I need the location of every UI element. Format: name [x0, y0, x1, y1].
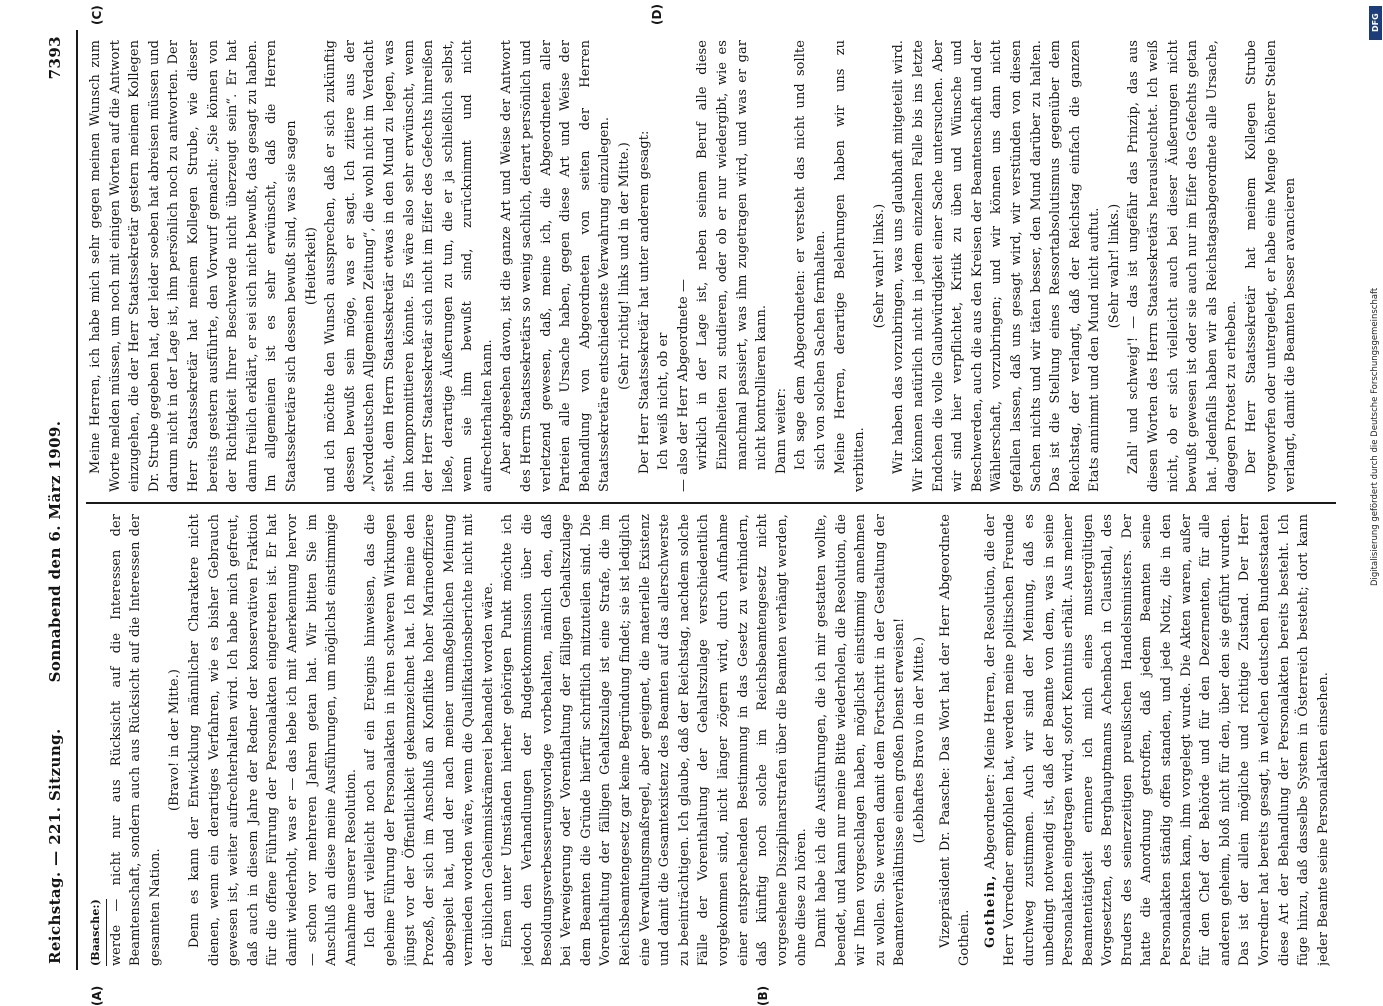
quote: wirklich in der Lage ist, neben seinem Beruf alle diese Einzelheiten zu studieren, oder ob er nur wiedergibt, wie es manchmal passiert, was ihm zugetragen wird, und was er gar nicht kontrollieren kann.	[695, 40, 770, 470]
paragraph: Einen unter Umständen hierher gehörigen Punkt möchte ich jedoch den Verhandlungen der Budgetkommission über die Besoldungsverbesserungsvorlage vorbehalten, nämlich den, daß bei Verweigerung oder Vorenthaltung der fälligen Gehaltszulage dem Beamten die Gründe hierfür schriftlich mitzuteilen sind. Die Vorenthaltung der fälligen Gehaltszulage ist eine Strafe, die im Reichsbeamtengesetz gar keine Begründung findet; sie ist lediglich eine Verwaltungsmaßregel, aber geeignet, die materielle Existenz und damit die Gesamtexistenz des Beamten auf das allerschwerste zu beeinträchtigen. Ich glaube, daß der Reichstag, nachdem solche Fälle der Vorenthaltung der Gehaltszulage verschiedentlich vorgekommen sind, nicht länger zögern wird, durch Aufnahme einer entsprechenden Bestimmung in das Gesetz zu verhindern, daß künftig noch solche im Reichsbeamtengesetz nicht vorgesehene Disziplinarstrafen über die Beamten verhängt werden, ohne diese zu hören.	[500, 514, 810, 966]
page-number: 7393	[46, 36, 64, 80]
paragraph: Denn es kann der Entwicklung männlicher Charaktere nicht dienen, wenn ein derartiges Verfahren, wie es bisher Gebrauch gewesen ist, weiter aufrechterhalten wird. Ich habe mich gefreut, daß auch in diesem Jahre der Redner der konservativen Fraktion für die offene Führung der Personalakten eingetreten ist. Er hat damit wiederholt, was er — das hebe ich mit Anerkennung hervor — schon vor mehreren Jahren getan hat. Wir bitten Sie im Anschluß an diese meine Ausführungen, um möglichst einstimmige Annahme unserer Resolution.	[186, 514, 359, 966]
paragraph: Damit habe ich die Ausführungen, die ich mir gestatten wollte, beendet, und kann nur meine Bitte wiederholen, die Resolution, die wir Ihnen vorgeschlagen haben, möglichst einstimmig annehmen zu wollen. Sie werden damit dem Fortschritt in der Gestaltung der Beamtenverhältnisse einen großen Dienst erweisen!	[813, 514, 908, 966]
paragraph: Ich darf vielleicht noch auf ein Ereignis hinweisen, das die geheime Führung der Personalakten in ihren schweren Wirkungen jüngst vor der Öffentlichkeit gekennzeichnet hat. Ich meine den Prozeß, der sich im Anschluß an Konflikte hoher Marineoffiziere abgespielt hat, und der nach meiner unmaßgeblichen Meinung vermieden worden wäre, wenn die Qualifikationsberichte nicht mit der üblichen Geheimniskrämerei behandelt worden wäre.	[363, 514, 496, 966]
paragraph: Der Herr Staatssekretär hat unter anderem gesagt:	[636, 130, 652, 474]
reaction: (Bravo! in der Mitte.)	[167, 669, 183, 811]
paragraph: Meine Herren, derartige Belehrungen haben wir uns zu verbitten.	[832, 40, 868, 492]
document-page	[40, 4, 1345, 1006]
margin-marker-b: (B)	[756, 985, 770, 1006]
paragraph: Vizepräsident Dr. Paasche: Das Wort hat der Herr Abgeordnete Gothein.	[937, 514, 973, 966]
paragraph: Meine Herren, ich habe mich sehr gegen meinen Wunsch zum Worte melden müssen, um noch mit einigen Worten auf die Antwort einzugehen, die der Herr Staatssekretär gestern meinem Kollegen Dr. Strube gegeben hat, der leider soeben hat abreisen müssen und darum nicht in der Lage ist, ihm persönlich noch zu antworten. Der Herr Staatssekretär hat meinem Kollegen Strube, wie dieser bereits gestern ausführte, den Vorwurf gemacht: „Sie können von der Richtigkeit Ihrer Beschwerde nicht überzeugt sein“. Er hat dann freilich erklärt, er sei sich nicht bewußt, das gesagt zu haben. Im allgemeinen ist es sehr erwünscht, daß die Herren Staatssekretäre sich dessen bewußt sind, was sie sagen	[88, 40, 299, 492]
margin-marker-c: (C)	[90, 5, 104, 25]
column-rule	[86, 503, 1336, 505]
running-head: Reichstag. — 221. Sitzung.	[46, 728, 64, 964]
paragraph: Wir haben das vorzubringen, was uns glaubhaft mitgeteilt wird. Wir können natürlich nicht in jedem einzelnen Falle bis ins letzte Endchen die volle Glaubwürdigkeit einer Sache untersuchen. Aber wir sind hier verpflichtet, Kritik zu üben und Wünsche und Beschwerden, auch die aus den Kreisen der Beamtenschaft und der Wählerschaft, vorzubringen; und wir können uns dann nicht gefallen lassen, daß uns gesagt wird, wir verstünden von diesen Sachen nichts und wir täten besser, den Mund darüber zu halten. Das ist die Stellung eines Ressortabsolutismus gegenüber dem Reichstag, der verlangt, daß der Reichstag einfach die ganzen Etats annimmt und den Mund nicht auftut.	[891, 40, 1103, 492]
quote-interjection: — also der Herr Abgeordnete —	[675, 279, 691, 492]
paragraph: Aber abgesehen davon, ist die ganze Art und Weise der Antwort des Herrn Staatssekretärs so wenig sachlich, derart persönlich und verletzend gewesen, daß, meine ich, die Abgeordneten aller Parteien alle Ursache haben, gegen diese Art und Weise der Behandlung von Abgeordneten von seiten der Herren Staatssekretäre entschiedenste Verwahrung einzulegen.	[499, 40, 613, 492]
paragraph: Zahl' und schweig'! — das ist ungefähr das Prinzip, das aus diesen Worten des Herrn Staatssekretärs herausleuchtet. Ich weiß nicht, ob er sich vielleicht auch bei dieser Äußerungen nicht bewußt gewesen ist oder sie auch nur im Eifer des Gefechts getan hat. Jedenfalls haben wir als Reichstagsabgeordnete alle Ursache, dagegen Protest zu erheben.	[1126, 40, 1240, 492]
speaker-name: Gothein,	[982, 874, 998, 948]
reaction: (Sehr richtig! links und in der Mitte.)	[617, 142, 633, 390]
paragraph: Der Herr Staatssekretär hat meinem Kollegen Strube vorgeworfen oder untergelegt, er habe eine Menge höherer Stellen verlangt, damit die Beamten besser avancieren	[1244, 40, 1299, 492]
digitization-notice	[1368, 0, 1383, 1000]
paragraph: werde — nicht nur aus Rücksicht auf die Interessen der Beamtenschaft, sondern auch aus Rücksicht auf die Interessen der gesamten Nation.	[108, 514, 163, 966]
margin-marker-a: (A)	[90, 985, 104, 1006]
reaction: (Heiterkeit)	[303, 227, 319, 305]
running-date: Sonnabend den 6. März 1909.	[46, 420, 64, 683]
continued-speaker: (Baasche:)	[86, 899, 107, 966]
paragraph: Dann weiter:	[773, 387, 789, 474]
right-column	[86, 40, 1341, 492]
dfg-logo: DFG	[1369, 6, 1382, 40]
funding-notice-text: Digitalisierung gefördert durch die Deutsche Forschungsgemeinschaft	[1370, 287, 1380, 586]
paragraph: und ich möchte den Wunsch aussprechen, daß er sich zukünftig dessen bewußt sein möge, was er sagt. Ich zitiere aus der „Norddeutschen Allgemeinen Zeitung“, die wohl nicht im Verdacht steht, dem Herrn Staatssekretär etwas in den Mund zu legen, was ihn kompromittieren könnte. Es wäre also sehr erwünscht, wenn der Herr Staatssekretär sich nicht im Eifer des Gefechts hinreißen ließe, derartige Äußerungen zu tun, die er ja schließlich selbst, wenn sie ihm bewußt sind, zurücknimmt und nicht aufrechterhalten kann.	[323, 40, 495, 492]
reaction: (Sehr wahr! links.)	[1106, 203, 1122, 329]
reaction: (Sehr wahr! links.)	[871, 203, 887, 329]
margin-marker-d: (D)	[650, 4, 664, 25]
paragraph: Abgeordneter: Meine Herren, der Resolution, die der Herr Vorredner empfohlen hat, werden meine politischen Freunde durchweg zustimmen. Auch wir sind der Meinung, daß es unbedingt notwendig ist, daß der Beamte von dem, was in seine Personalakten eingetragen wird, sofort Kenntnis erhält. Aus meiner Beamtentätigkeit erinnere ich mich eines mustergültigen Vorgesetzten, des Berghauptmanns Achenbach in Clausthal, des Bruders des seinerzeitigen preußischen Handelsministers. Der hatte die Anordnung getroffen, daß jedem Beamten seine Personalakten ständig offen standen, und jede Notiz, die in den Personalakten kam, ihm vorgelegt wurde. Die Akten waren, außer für den Chef der Behörde und für den Dezernenten, für alle anderen geheim, bloß nicht für den, über den sie geführt wurden. Das ist der allein mögliche und richtige Zustand. Der Herr Vorredner hat bereits gesagt, in welchen deutschen Bundesstaaten diese Art der Behandlung der Personalakten bereits besteht. Ich füge hinzu, daß dasselbe System in Österreich besteht; dort kann jeder Beamte seine Personalakten einsehen.	[982, 514, 1331, 966]
page-header	[40, 30, 78, 970]
left-column	[86, 514, 1341, 966]
reaction: (Lebhaftes Bravo in der Mitte.)	[911, 636, 927, 844]
running-date-and-page	[46, 36, 64, 682]
quote: Ich sage dem Abgeordneten: er versteht das nicht und sollte sich von solchen Sachen fernhalten.	[793, 40, 828, 470]
quote: Ich weiß nicht, ob er	[656, 332, 672, 470]
